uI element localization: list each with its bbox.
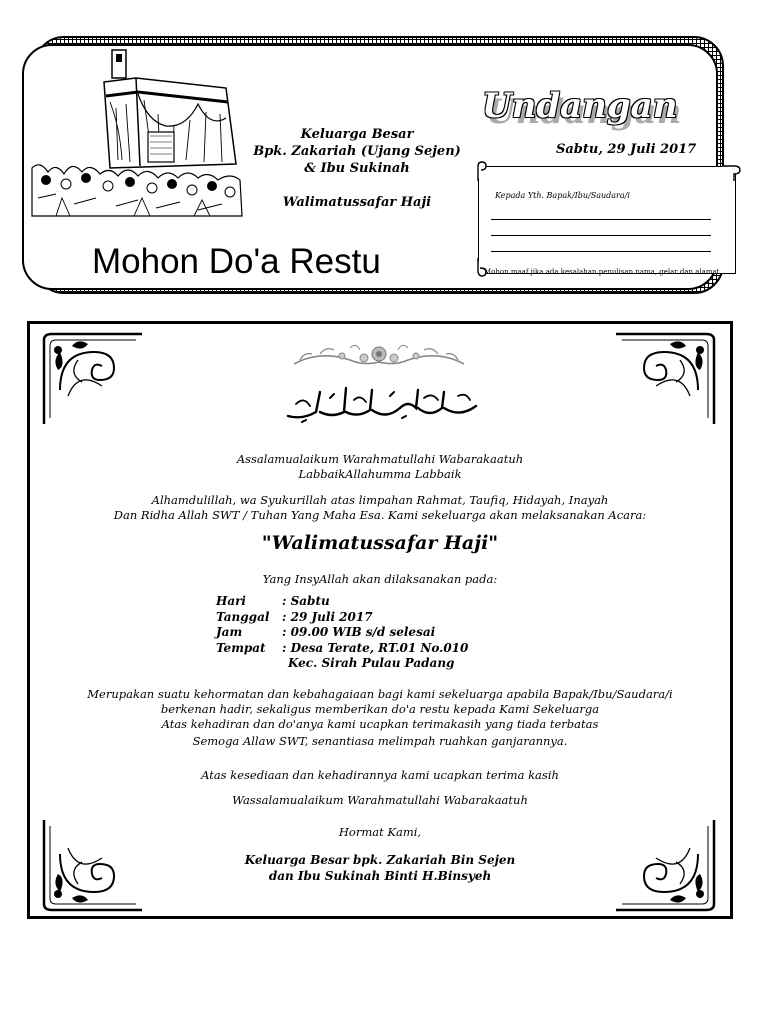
undangan-heading: Undangan (482, 86, 678, 126)
detail-label: Hari (216, 594, 246, 608)
signature-line-2: dan Ibu Sukinah Binti H.Binsyeh (268, 869, 492, 883)
greeting-line-2: LabbaikAllahumma Labbaik (298, 467, 462, 481)
farewell-line: Wassalamualaikum Warahmatullahi Wabarakaatuh (232, 793, 528, 807)
signature-line-1: Keluarga Besar bpk. Zakariah Bin Sejen (244, 853, 516, 867)
apology-note: Mohon maaf jika ada kesalahan penulisan nama, gelar dan alamat (484, 268, 720, 276)
detail-row-time (216, 625, 468, 641)
bismillah-calligraphy (282, 382, 482, 424)
paragraph-line-2: berkenan hadir, sekaligus memberikan do'a restu kepada Kami Sekeluarga (160, 702, 600, 716)
cover-title: Mohon Do'a Restu (92, 242, 381, 281)
schedule-intro: Yang InsyAllah akan dilaksanakan pada: (262, 572, 498, 586)
event-title: "Walimatussafar Haji" (261, 532, 499, 554)
invitation-cover (20, 24, 726, 296)
to-label: Kepada Yth. Bapak/Ibu/Saudara/i (495, 191, 630, 200)
detail-value: : 09.00 WIB s/d selesai (282, 625, 436, 639)
corner-ornament-top-left (38, 330, 148, 430)
floral-ornament (290, 340, 468, 374)
detail-label: Jam (216, 625, 243, 639)
family-block (242, 126, 472, 211)
detail-value: : Desa Terate, RT.01 No.010 (282, 640, 469, 655)
signature-block (30, 852, 730, 884)
detail-row-date (216, 610, 468, 626)
cover-event-name: Walimatussafar Haji (282, 195, 432, 210)
detail-label: Tempat (216, 640, 266, 655)
regards-line: Hormat Kami, (338, 825, 422, 839)
address-line-1 (491, 219, 711, 220)
address-scroll (478, 166, 736, 274)
detail-label: Tanggal (216, 609, 270, 624)
thanks-line: Atas kesediaan dan kehadirannya kami ucapkan terima kasih (201, 768, 559, 782)
detail-row-place (216, 641, 468, 657)
cover-date: Sabtu, 29 Juli 2017 (556, 142, 697, 157)
invitation-letter (27, 321, 733, 919)
detail-place-extra: Kec. Sirah Pulau Padang (288, 656, 455, 670)
greeting-line-1: Assalamualaikum Warahmatullahi Wabarakaatuh (236, 452, 524, 466)
paragraph-line-4: Semoga Allaw SWT, senantiasa melimpah ruahkan ganjarannya. (192, 734, 568, 748)
address-line-2 (491, 235, 711, 236)
event-details (216, 594, 468, 672)
paragraph-line-3: Atas kehadiran dan do'anya kami ucapkan terimakasih yang tiada terbatas (161, 717, 599, 731)
family-line-3: & Ibu Sukinah (304, 161, 410, 176)
address-line-3 (491, 251, 711, 252)
scroll-curl-top-left (470, 160, 494, 182)
intro-line-1: Alhamdulillah, wa Syukurillah atas limpahan Rahmat, Taufiq, Hidayah, Inayah (151, 493, 609, 507)
paragraph-line-1: Merupakan suatu kehormatan dan kebahagaiaan bagi kami sekeluarga apabila Bapak/Ibu/Saudara/i (87, 687, 673, 701)
detail-value: : 29 Juli 2017 (282, 609, 373, 624)
detail-value: : Sabtu (282, 594, 330, 608)
scroll-curl-top-right (720, 160, 744, 182)
detail-row-day (216, 594, 468, 610)
family-line-1: Keluarga Besar (300, 127, 414, 142)
intro-line-2: Dan Ridha Allah SWT / Tuhan Yang Maha Esa. Kami sekeluarga akan melaksanakan Acara: (113, 508, 647, 522)
family-line-2: Bpk. Zakariah (Ujang Sejen) (253, 144, 461, 159)
corner-ornament-top-right (610, 330, 720, 430)
kaaba-illustration (26, 48, 262, 218)
